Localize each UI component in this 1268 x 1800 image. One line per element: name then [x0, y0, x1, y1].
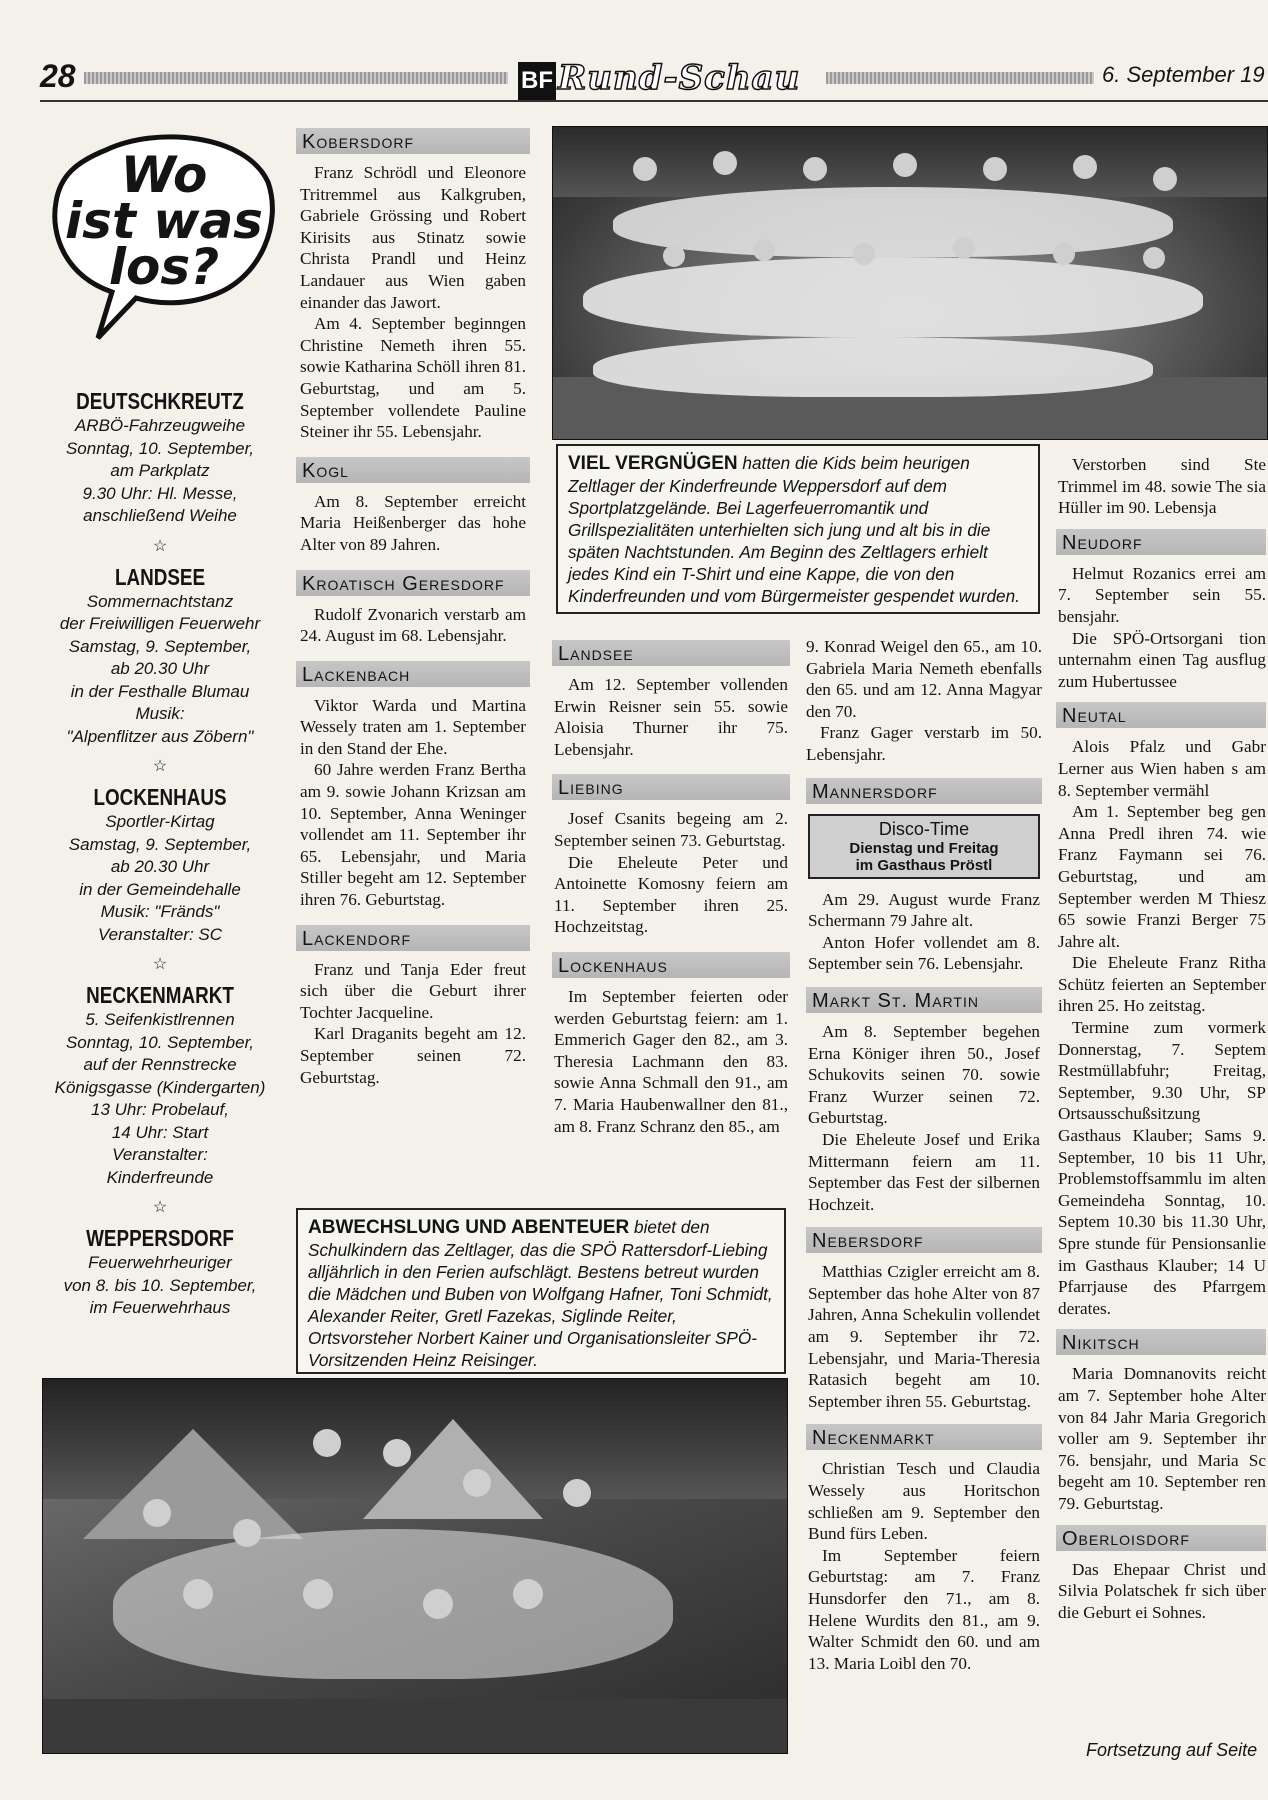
event-line: Sommernachtstanz — [86, 591, 234, 611]
event-line: 14 Uhr: Start — [111, 1122, 209, 1142]
paragraph: Das Ehepaar Christ und Silvia Polatschek fr sich über die Geburt ei Sohnes. — [1058, 1559, 1266, 1622]
event-line: auf der Rennstrecke — [83, 1055, 237, 1074]
paragraph: Termine zum vormerk Donnerstag, 7. Septem Restmüllabfuhr; Freitag, September, 9.30 Uhr, SP Ortsausschußsitzung Gasthaus Klauber; Sams 9. September, 10 bis 11 Uhr, Problemstoffsammlu im alten Gemeindeha Sonntag, 10. Septem 10.30 bis 11.30 Uhr, Spre stunde für Pensionsanlie im Gasthaus Klauber; 14 U Pfarrjause des Pfarrgem derates. — [1058, 1018, 1266, 1318]
event-town: LANDSEE — [114, 563, 206, 590]
tent-right-icon — [363, 1419, 543, 1519]
event-line: ab 20.30 Uhr — [110, 857, 210, 876]
paragraph: Rudolf Zvonarich verstarb am 24. August im 68. Lebensjahr. — [300, 604, 526, 646]
paragraph: Christian Tesch und Claudia Wessely aus Horitschon schließen am 9. September den Bund fürs Leben. — [808, 1459, 1040, 1544]
paragraph: Am 8. September begehen Erna Königer ihren 50., Josef Schukovits seinen 70. sowie Franz Wurzer seinen 72. Geburtstag. — [808, 1021, 1040, 1128]
paragraph: Die Eheleute Peter und Antoinette Komosny feiern am 11. September ihren 25. Hochzeitstag. — [554, 852, 788, 937]
section-header-kroatisch-geresdorf: Kroatisch Geresdorf — [296, 570, 530, 596]
caption-viel-vergnuegen — [556, 444, 1040, 614]
photo-head — [983, 157, 1007, 181]
star-divider-icon: ☆ — [152, 537, 168, 555]
photo-head — [753, 239, 775, 261]
photo-head — [713, 151, 737, 175]
paragraph: Am 4. September beginngen Christine Nemeth ihren 55. sowie Katharina Schöll ihren 81. Geburtstag, und am 5. September vollendete Pauline Steiner ihr 55. Lebensjahr. — [300, 314, 526, 442]
section-header-lackendorf: Lackendorf — [296, 925, 530, 951]
photo-head — [663, 245, 685, 267]
event-line: am Parkplatz — [110, 461, 210, 480]
event-line: Samstag, 9. September, — [68, 636, 252, 656]
section-header-kobersdorf: Kobersdorf — [296, 128, 530, 154]
ad-disco-time — [808, 814, 1040, 879]
section-body-mannersdorf — [808, 889, 1040, 975]
paragraph: Am 1. September beg gen Anna Predl ihren 74. wie Franz Faymann sei 76. Geburtstag, und am September werden M Thiesz 65 sowie Franzi Berger 75 Jahre alt. — [1058, 802, 1266, 951]
column-2 — [296, 128, 530, 1088]
caption-text: bietet den Schulkindern das Zeltlager, das die SPÖ Rattersdorf-Liebing alljährlich in den Ferien aufschlägt. Bestens betreut wurden die Mädchen und Buben von Wolfgang Hafner, Toni Schmidt, Alexander Reiter, Gretl Fazekas, Siglinde Reiter, Ortsvorsteher Norbert Kainer und Organisationsleiter SPÖ-Vorsitzenden Heinz Reisinger. — [308, 1217, 773, 1370]
photo-head — [313, 1429, 341, 1457]
event-line: ab 20.30 Uhr — [110, 659, 210, 678]
section-body-liebing — [554, 808, 788, 938]
paragraph: Karl Draganits begeht am 12. September seinen 72. Geburtstag. — [300, 1024, 526, 1087]
speech-bubble — [46, 126, 282, 346]
event-weppersdorf — [40, 1225, 280, 1320]
section-header-liebing: Liebing — [552, 774, 790, 800]
caption-lead: VIEL VERGNÜGEN — [568, 453, 738, 474]
paragraph: Im September feiern Geburtstag: am 7. Franz Hunsdorfer den 71., am 8. Helene Wurdits den 81., am 9. Walter Schmidt den 60. und am 13. Maria Loibl den 70. — [808, 1545, 1040, 1673]
event-line: in der Festhalle Blumau — [70, 681, 250, 701]
bubble-line-2: ist was — [65, 192, 263, 250]
ad-title: Disco-Time — [878, 818, 970, 839]
event-line: "Alpenflitzer aus Zöbern" — [66, 726, 254, 746]
paragraph: 60 Jahre werden Franz Bertha am 9. sowie Johann Krizsan am 10. September, Anna Weninger vollendet am 11. September ihr 65. Lebensjahr, und Maria Stiller begeht am 12. September ihren 76. Geburtstag. — [300, 760, 526, 910]
header-rule-right — [826, 72, 1094, 84]
paragraph: Helmut Rozanics errei am 7. September sein 55. bensjahr. — [1058, 563, 1266, 626]
paragraph: Anton Hofer vollendet am 8. September sein 76. Lebensjahr. — [808, 932, 1040, 974]
star-divider-icon: ☆ — [152, 956, 168, 973]
star-divider-icon: ☆ — [152, 1199, 168, 1216]
photo-head — [953, 237, 975, 259]
paragraph: 9. Konrad Weigel den 65., am 10. Gabriela Maria Nemeth ebenfalls den 65. und am 12. Anna Magyar den 70. — [806, 637, 1042, 721]
section-body-neudorf — [1058, 563, 1266, 693]
event-landsee — [40, 564, 280, 749]
event-line: anschließend Weihe — [83, 506, 237, 525]
section-body-neckenmarkt — [808, 1458, 1040, 1674]
paragraph: Die Eheleute Josef und Erika Mittermann feiern am 11. September das Fest der silbernen Hochzeit. — [808, 1129, 1040, 1214]
photo-head — [233, 1519, 261, 1547]
section-header-oberloisdorf: Oberloisdorf — [1056, 1525, 1266, 1551]
section-body-neutal — [1058, 736, 1266, 1319]
event-line: 13 Uhr: Probelauf, — [91, 1100, 229, 1119]
paragraph: Die SPÖ-Ortsorgani tion unternahm einen Tag ausflug zum Hubertussee — [1058, 628, 1266, 691]
event-line: Veranstalter: SC — [97, 924, 223, 944]
paragraph: Verstorben sind Ste Trimmel im 48. sowie The sia Hüller im 90. Lebensja — [1058, 455, 1266, 518]
photo-head — [563, 1479, 591, 1507]
event-line: von 8. bis 10. September, — [63, 1275, 257, 1295]
event-line: Königsgasse (Kindergarten) — [54, 1077, 266, 1097]
photo-zeltlager — [42, 1378, 788, 1754]
section-header-mannersdorf: Mannersdorf — [806, 778, 1042, 804]
section-body-oberloisdorf — [1058, 1559, 1266, 1624]
column-3 — [552, 640, 790, 1137]
section-header-kogl: Kogl — [296, 457, 530, 483]
star-divider-icon: ☆ — [152, 758, 168, 775]
photo-head — [423, 1589, 453, 1619]
photo-head — [853, 243, 875, 265]
section-header-markt-st-martin: Markt St. Martin — [806, 987, 1042, 1013]
caption-text: hatten die Kids beim heurigen Zeltlager der Kinderfreunde Weppersdorf auf dem Sportplatzgelände. Bei Lagerfeuerromantik und Grillspezialitäten unterhielten sich jung und alt bis in die späten Nachtstunden. Am Beginn des Zeltlagers erhielt jedes Kind ein T-Shirt und eine Kappe, die von den Kinderfreunden und vom Bürgermeister gespendet wurden. — [568, 453, 1020, 606]
caption-abwechslung-und-abenteuer — [296, 1208, 786, 1374]
logo-bf: BF — [518, 62, 556, 100]
column-4 — [806, 636, 1042, 1674]
section-header-nebersdorf: Nebersdorf — [806, 1227, 1042, 1253]
paragraph: Viktor Warda und Martina Wessely traten am 1. September in den Stand der Ehe. — [300, 695, 526, 758]
paragraph: Am 12. September vollenden Erwin Reisner sein 55. sowie Aloisia Thurner ihr 75. Lebensjahr. — [554, 675, 788, 759]
event-line: Sportler-Kirtag — [105, 812, 215, 831]
ad-line: im Gasthaus Pröstl — [855, 856, 993, 874]
photo-kids-middle-row — [583, 257, 1203, 337]
photo-head — [183, 1579, 213, 1609]
paragraph: Matthias Czigler erreicht am 8. September das hohe Alter von 87 Jahren, Anna Schekulin vollendet am 9. September ihr 72. Lebensjahr, und Maria-Theresia Ratasich begeht am 10. September ihren 55. Geburtstag. — [808, 1262, 1040, 1411]
paragraph: Die Eheleute Franz Ritha Schütz feierten an September ihren 25. Ho zeitstag. — [1058, 953, 1266, 1016]
event-neckenmarkt — [40, 982, 280, 1189]
section-body-kroatisch-geresdorf — [300, 604, 526, 647]
events-column — [40, 380, 280, 1320]
photo-kinderfreunde-group — [552, 126, 1268, 440]
paragraph: Franz Gager verstarb im 50. Lebensjahr. — [806, 723, 1042, 764]
photo-head — [633, 157, 657, 181]
event-line: Musik: "Fränds" — [100, 902, 220, 921]
section-header-nikitsch: Nikitsch — [1056, 1329, 1266, 1355]
paragraph: Am 29. August wurde Franz Schermann 79 Jahre alt. — [808, 889, 1040, 931]
page-number: 28 — [40, 58, 76, 94]
event-town: NECKENMARKT — [86, 982, 234, 1008]
section-body-nebersdorf — [808, 1261, 1040, 1412]
photo-kids-front-row — [593, 337, 1153, 397]
header-underline — [40, 100, 1268, 102]
paragraph: Josef Csanits begeing am 2. September seinen 73. Geburtstag. — [554, 809, 788, 850]
section-header-lackenbach: Lackenbach — [296, 661, 530, 687]
paragraph: Alois Pfalz und Gabr Lerner aus Wien haben s am 8. September vermähl — [1058, 737, 1266, 800]
event-line: ARBÖ-Fahrzeugweihe — [74, 416, 246, 435]
section-header-landsee: Landsee — [552, 640, 790, 666]
section-header-lockenhaus: Lockenhaus — [552, 952, 790, 978]
event-line: Feuerwehrheuriger — [88, 1253, 232, 1272]
photo-head — [803, 157, 827, 181]
section-header-neckenmarkt: Neckenmarkt — [806, 1424, 1042, 1450]
paragraph: Franz und Tanja Eder freut sich über die Geburt ihrer Tochter Jacqueline. — [300, 959, 526, 1022]
photo-head — [513, 1579, 543, 1609]
event-line: Sonntag, 10. September, — [65, 1032, 255, 1052]
section-header-neutal: Neutal — [1056, 702, 1266, 728]
photo-head — [303, 1579, 333, 1609]
continued-note: Fortsetzung auf Seite — [1086, 1740, 1258, 1760]
section-body-landsee — [554, 674, 788, 760]
photo-kids-back-row — [613, 187, 1173, 257]
event-town: LOCKENHAUS — [93, 784, 227, 810]
event-line: der Freiwilligen Feuerwehr — [59, 614, 261, 633]
event-town: WEPPERSDORF — [86, 1225, 234, 1251]
column-5 — [1056, 446, 1268, 1756]
event-line: Kinderfreunde — [106, 1167, 214, 1187]
paragraph: Im September feierten oder werden Geburtstag feiern: am 1. Emmerich Gager den 82., am 3. Theresia Lachmann den 83. sowie Anna Schmall den 91., am 7. Maria Haubenwallner den 81., am 8. Franz Schranz den 85., am — [554, 986, 788, 1136]
photo-head — [463, 1469, 491, 1497]
event-line: in der Gemeindehalle — [79, 879, 241, 899]
tent-left-icon — [83, 1429, 303, 1539]
photo-head — [1153, 167, 1177, 191]
event-lockenhaus — [40, 784, 280, 946]
photo-head — [383, 1439, 411, 1467]
issue-date: 6. September 19 — [1102, 62, 1265, 87]
photo-head — [1143, 247, 1165, 269]
photo-head — [1053, 243, 1075, 265]
section-body-kobersdorf — [300, 162, 526, 443]
section-body-lockenhaus — [554, 986, 788, 1137]
masthead-title: Rund-Schau — [558, 58, 801, 98]
section-body-neckenmarkt-continued — [1058, 454, 1266, 519]
photo-head — [1073, 155, 1097, 179]
section-body-nikitsch — [1058, 1363, 1266, 1514]
event-line: 5. Seifenkistlrennen — [85, 1010, 235, 1029]
bubble-line-1: Wo — [120, 146, 208, 204]
header-rule-left — [84, 72, 508, 84]
section-body-lackendorf — [300, 959, 526, 1089]
event-line: im Feuerwehrhaus — [89, 1298, 231, 1317]
section-body-kogl — [300, 491, 526, 556]
ad-line: Dienstag und Freitag — [849, 839, 999, 857]
section-body-lackenbach — [300, 695, 526, 911]
section-body-markt-st-martin — [808, 1021, 1040, 1215]
event-line: 9.30 Uhr: Hl. Messe, — [82, 483, 238, 503]
event-line: Musik: — [135, 704, 185, 723]
event-line: Veranstalter: — [112, 1145, 208, 1164]
paragraph: Maria Domnanovits reicht am 7. September hohe Alter von 84 Jahr Maria Gregorich voller am 9. September ihr 76. bensjahr, und Maria Sc begeht am 10. September ren 79. Geburtstag. — [1058, 1364, 1266, 1513]
photo-head — [893, 153, 917, 177]
photo-ground — [43, 1699, 787, 1753]
event-town: DEUTSCHKREUTZ — [76, 388, 244, 414]
paragraph: Franz Schrödl und Eleonore Tritremmel aus Kalkgruben, Gabriele Grössing und Robert Kirisits aus Stinatz sowie Christa Prandl und Heinz Landauer aus Wien gaben einander das Jawort. — [300, 163, 526, 312]
paragraph: Am 8. September erreicht Maria Heißenberger das hohe Alter von 89 Jahren. — [300, 491, 526, 554]
bubble-line-3: los? — [108, 238, 220, 296]
section-header-neudorf: Neudorf — [1056, 529, 1266, 555]
event-line: Sonntag, 10. September, — [65, 438, 255, 458]
event-line: Samstag, 9. September, — [68, 834, 252, 854]
photo-head — [143, 1499, 171, 1527]
caption-lead: ABWECHSLUNG UND ABENTEUER — [308, 1217, 630, 1238]
event-deutschkreutz — [40, 388, 280, 528]
section-body-lockenhaus-continued — [806, 636, 1042, 766]
